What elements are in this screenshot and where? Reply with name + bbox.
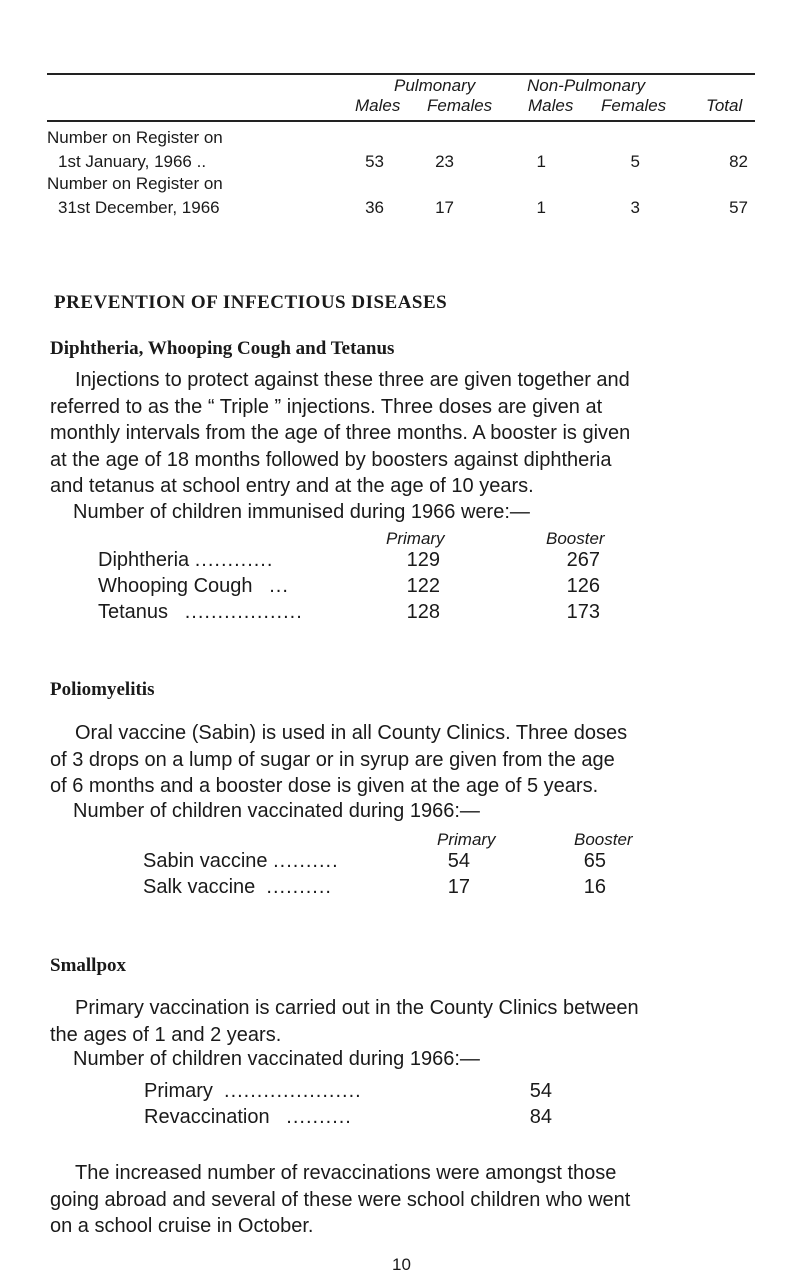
- leader-dots: .....................: [224, 1080, 362, 1102]
- leader-dots: ..........: [273, 850, 339, 872]
- diphtheria-line-2: referred to as the “ Triple ” injections. Three doses are given at: [50, 395, 603, 418]
- row-label: Tetanus: [98, 601, 169, 623]
- sabin-booster: 65: [583, 850, 606, 872]
- row2-pulm-females: 17: [435, 198, 454, 217]
- salk-booster: 16: [583, 876, 606, 898]
- diphtheria-line-4: at the age of 18 months followed by boosters against diphtheria: [50, 448, 612, 471]
- tetanus-row-label: [98, 601, 303, 624]
- header-nonpulmonary-females: Females: [601, 96, 667, 115]
- smallpox-count-line: Number of children vaccinated during 1966:—: [73, 1048, 480, 1070]
- row-label: Revaccination: [144, 1106, 270, 1128]
- smallpox-revacc-label: [144, 1106, 352, 1129]
- row-label: Salk vaccine: [143, 876, 256, 898]
- header-total: Total: [706, 96, 743, 115]
- row1-pulm-females: 23: [435, 152, 454, 171]
- tetanus-booster: 173: [566, 601, 600, 623]
- row2-pulm-males: 36: [365, 198, 384, 217]
- smallpox-paragraph: [50, 995, 760, 1048]
- leader-dots: ..........: [286, 1106, 352, 1128]
- polio-heading: Poliomyelitis: [50, 679, 155, 700]
- table-header-rule: [47, 120, 755, 122]
- polio-line-2: of 3 drops on a lump of sugar or in syrup are given from the age: [50, 748, 615, 771]
- row2-nonpulm-females: 3: [630, 198, 640, 217]
- diphtheria-line-5: and tetanus at school entry and at the age of 10 years.: [50, 475, 534, 497]
- header-pulmonary-females: Females: [427, 96, 493, 115]
- whooping-primary: 122: [406, 575, 440, 597]
- closing-line-3: on a school cruise in October.: [50, 1215, 314, 1237]
- smallpox-closing: [50, 1160, 760, 1240]
- polio-line-1: Oral vaccine (Sabin) is used in all County Clinics. Three doses: [75, 722, 628, 744]
- salk-primary: 17: [447, 876, 470, 898]
- polio-count-line: Number of children vaccinated during 1966:—: [73, 800, 480, 822]
- row-label: Diphtheria: [98, 549, 190, 571]
- leader-dots: ............: [194, 549, 274, 571]
- row2-total: 57: [729, 198, 748, 217]
- header-nonpulmonary-males: Males: [528, 96, 574, 115]
- diphtheria-booster: 267: [566, 549, 600, 571]
- polio-paragraph: [50, 720, 760, 800]
- row-label: Primary: [144, 1080, 213, 1102]
- row1-label-line1: Number on Register on: [47, 128, 223, 147]
- diphtheria-line-3: monthly intervals from the age of three months. A booster is given: [50, 422, 631, 444]
- polio-line-3: of 6 months and a booster dose is given at the age of 5 years.: [50, 775, 599, 797]
- diphtheria-count-line: Number of children immunised during 1966 were:—: [73, 501, 530, 523]
- diphtheria-primary: 129: [406, 549, 440, 571]
- smallpox-line-1: Primary vaccination is carried out in the County Clinics between: [75, 997, 639, 1019]
- polio-col-primary: Primary: [437, 830, 496, 849]
- leader-dots: ..........: [266, 876, 332, 898]
- closing-line-2: going abroad and several of these were school children who went: [50, 1188, 631, 1211]
- diphtheria-paragraph: [50, 367, 760, 500]
- closing-line-1: The increased number of revaccinations were amongst those: [75, 1162, 617, 1184]
- smallpox-revacc-value: 84: [529, 1106, 552, 1128]
- sabin-primary: 54: [447, 850, 470, 872]
- row1-pulm-males: 53: [365, 152, 384, 171]
- row1-nonpulm-females: 5: [630, 152, 640, 171]
- section-title: PREVENTION OF INFECTIOUS DISEASES: [54, 292, 448, 313]
- row2-label-line1: Number on Register on: [47, 174, 223, 193]
- diphtheria-col-booster: Booster: [546, 529, 605, 548]
- diphtheria-col-primary: Primary: [386, 529, 445, 548]
- diphtheria-row-label: [98, 549, 273, 572]
- smallpox-line-2: the ages of 1 and 2 years.: [50, 1023, 282, 1046]
- salk-row-label: [143, 876, 332, 899]
- row-label: Sabin vaccine: [143, 850, 268, 872]
- header-non-pulmonary: Non-Pulmonary: [527, 76, 646, 95]
- table-top-rule: [47, 73, 755, 75]
- row2-nonpulm-males: 1: [536, 198, 546, 217]
- smallpox-primary-label: [144, 1080, 362, 1103]
- row1-total: 82: [729, 152, 748, 171]
- diphtheria-heading: Diphtheria, Whooping Cough and Tetanus: [50, 338, 395, 359]
- page-number: 10: [392, 1255, 411, 1274]
- leader-dots: ..................: [184, 601, 303, 623]
- leader-dots: ...: [269, 575, 289, 597]
- sabin-row-label: [143, 850, 339, 873]
- row2-label-line2: 31st December, 1966: [58, 198, 220, 217]
- row-label: Whooping Cough: [98, 575, 253, 597]
- tetanus-primary: 128: [406, 601, 440, 623]
- header-pulmonary: Pulmonary: [394, 76, 476, 95]
- row1-label-line2: 1st January, 1966 ..: [58, 152, 207, 171]
- whooping-booster: 126: [566, 575, 600, 597]
- polio-col-booster: Booster: [574, 830, 633, 849]
- smallpox-primary-value: 54: [529, 1080, 552, 1102]
- diphtheria-line-1: Injections to protect against these three are given together and: [75, 369, 630, 391]
- header-pulmonary-males: Males: [355, 96, 401, 115]
- row1-nonpulm-males: 1: [536, 152, 546, 171]
- whooping-row-label: [98, 575, 289, 598]
- smallpox-heading: Smallpox: [50, 955, 127, 976]
